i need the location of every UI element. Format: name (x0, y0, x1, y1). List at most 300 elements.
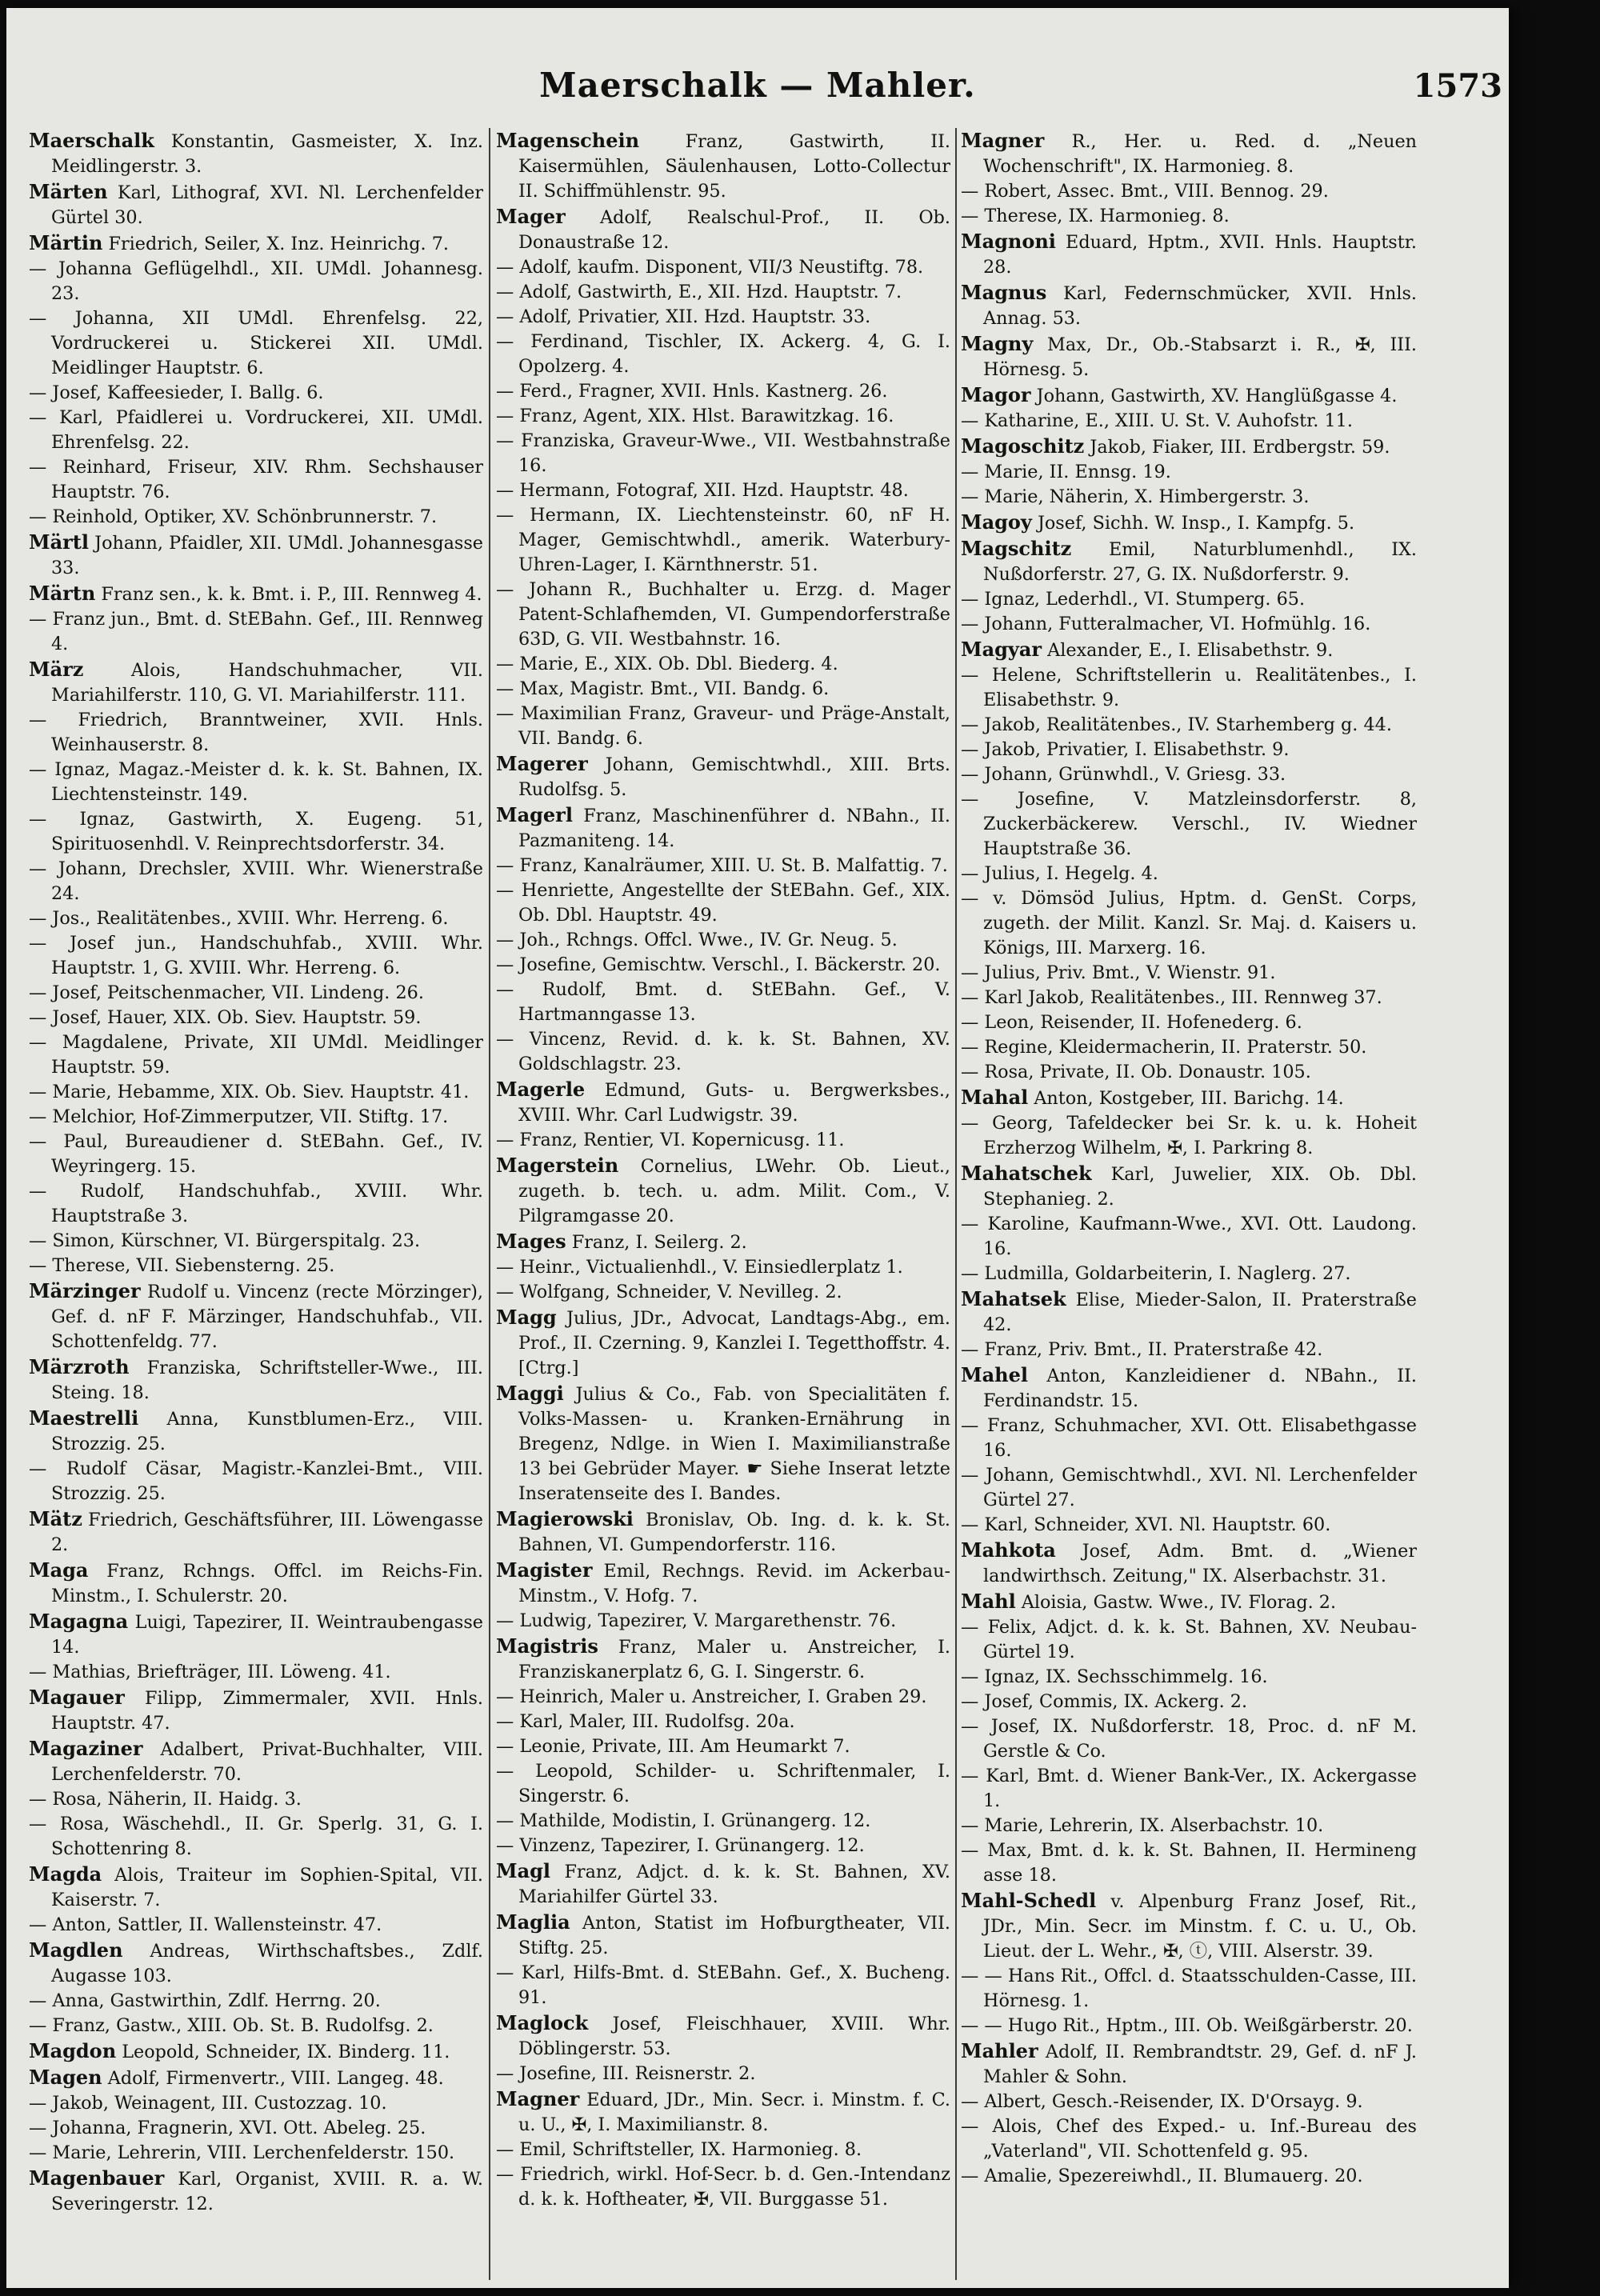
directory-entry (496, 751, 950, 802)
entry-surname: Maerschalk (29, 129, 154, 152)
entry-text: — Jakob, Weinagent, III. Custozzag. 10. (29, 2093, 387, 2114)
directory-entry (496, 1809, 950, 1834)
entry-text: — Josef, Commis, IX. Ackerg. 2. (961, 1691, 1248, 1712)
entry-text: — Ignaz, Gastwirth, X. Eugeng. 51, Spirituosenhdl. V. Reinprechtsdorferstr. 34. (29, 809, 483, 854)
entry-text: — Johanna Geflügelhdl., XII. UMdl. Johannesg. 23. (29, 258, 483, 304)
directory-entry (496, 2162, 950, 2212)
entry-surname: Magdon (29, 2039, 117, 2062)
entry-text: Emil, Rechngs. Revid. im Ackerbau-Minstm., V. Hofg. 7. (518, 1561, 950, 1606)
entry-text: Johann, Pfaidler, XII. UMdl. Johannesgasse 33. (51, 533, 483, 578)
entry-text: — Joh., Rchngs. Offcl. Wwe., IV. Gr. Neug. 5. (496, 930, 898, 950)
directory-entry (496, 1381, 950, 1506)
entry-text: — Franz, Rentier, VI. Kopernicusg. 11. (496, 1130, 845, 1150)
entry-surname: Magl (496, 1859, 551, 1882)
directory-entry (961, 204, 1417, 229)
entry-surname: Maestrelli (29, 1406, 139, 1430)
directory-entry (29, 1278, 483, 1354)
entry-text: — Franz, Agent, XIX. Hlst. Barawitzkag. 16. (496, 406, 894, 426)
entry-text: — Wolfgang, Schneider, V. Nevilleg. 2. (496, 1282, 842, 1302)
entry-text: — Hermann, IX. Liechtensteinstr. 60, nF H. Mager, Gemischtwhdl., amerik. Waterbury-Uhren-Lager, I. Kärnthnerstr. 51. (496, 505, 950, 575)
entry-text: Konstantin, Gasmeister, X. Inz. Meidlingerstr. 3. (51, 131, 483, 177)
directory-entry (496, 1634, 950, 1685)
entry-text: — Max, Magistr. Bmt., VII. Bandg. 6. (496, 678, 830, 699)
directory-entry (961, 331, 1417, 382)
entry-text: — Johanna, Fragnerin, XVI. Ott. Abeleg. 25. (29, 2118, 426, 2138)
directory-entry (961, 587, 1417, 612)
entry-text: — Mathias, Briefträger, III. Löweng. 41. (29, 1662, 391, 1682)
entry-text: — Robert, Assec. Bmt., VIII. Bennog. 29. (961, 181, 1329, 202)
entry-text: — Josef, Hauer, XIX. Ob. Siev. Hauptstr. 59. (29, 1007, 422, 1028)
entry-text: Karl, Juwelier, XIX. Ob. Dbl. Stephanieg. 2. (983, 1164, 1417, 1210)
directory-entry (496, 1305, 950, 1381)
directory-entry (29, 1660, 483, 1685)
entry-text: — — Hugo Rit., Hptm., III. Ob. Weißgärberstr. 20. (961, 2015, 1413, 2036)
directory-entry (29, 1558, 483, 1609)
entry-text: — Anna, Gastwirthin, Zdlf. Herrng. 20. (29, 1990, 381, 2011)
entry-text: — Henriette, Angestellte der StEBahn. Gef., XIX. Ob. Dbl. Hauptstr. 49. (496, 880, 950, 926)
directory-entry (496, 2062, 950, 2086)
entry-text: — Hermann, Fotograf, XII. Hzd. Hauptstr. 48. (496, 480, 909, 501)
entry-surname: Märtn (29, 582, 96, 605)
directory-entry (496, 702, 950, 751)
entry-text: — Ignaz, Lederhdl., VI. Stumperg. 65. (961, 589, 1306, 610)
entry-surname: Magor (961, 383, 1031, 406)
directory-entry (961, 460, 1417, 485)
directory-entry (29, 1938, 483, 1989)
entry-text: Max, Dr., Ob.-Stabsarzt i. R., ✠, III. Hörnesg. 5. (983, 334, 1417, 380)
entry-text: — Johann, Gemischtwhdl., XVI. Nl. Lerchenfelder Gürtel 27. (961, 1465, 1417, 1510)
entry-surname: Mahatschek (961, 1162, 1092, 1185)
directory-entry (496, 280, 950, 305)
entry-surname: März (29, 658, 84, 681)
entry-text: — Karl, Pfaidlerei u. Vordruckerei, XII. UMdl. Ehrenfelsg. 22. (29, 407, 483, 453)
entry-text: Franz, Gastwirth, II. Kaisermühlen, Säulenhausen, Lotto-Collectur II. Schiffmühlenstr. 95. (518, 131, 950, 202)
directory-page (6, 8, 1509, 2288)
directory-entry (29, 128, 483, 179)
directory-entry (496, 1153, 950, 1229)
page-header (6, 66, 1509, 122)
entry-text: Anna, Kunstblumen-Erz., VIII. Strozzig. 25. (51, 1409, 483, 1454)
directory-entry (496, 478, 950, 503)
entry-surname: Mahal (961, 1086, 1029, 1109)
entry-surname: Märtin (29, 231, 103, 254)
entry-surname: Magen (29, 2066, 102, 2089)
directory-entry (961, 787, 1417, 862)
directory-entry (29, 1406, 483, 1457)
entry-text: — Reinhard, Friseur, XIV. Rhm. Sechshauser Hauptstr. 76. (29, 457, 483, 502)
column-1 (29, 128, 483, 2280)
entry-text: — Ferd., Fragner, XVII. Hnls. Kastnerg. 26. (496, 381, 888, 402)
directory-entry (29, 906, 483, 931)
directory-entry (29, 2091, 483, 2116)
directory-entry (961, 1513, 1417, 1538)
entry-text: Franz, Adjct. d. k. k. St. Bahnen, XV. Mariahilfer Gürtel 33. (518, 1862, 950, 1907)
entry-text: — Adolf, kaufm. Disponent, VII/3 Neustiftg. 78. (496, 257, 924, 278)
directory-entry (29, 1229, 483, 1254)
directory-entry (496, 1609, 950, 1634)
entry-text: Rudolf u. Vincenz (recte Mörzinger), Gef. d. nF F. Märzinger, Handschuhfab., VII. Schottenfeldg. 77. (51, 1282, 483, 1352)
entry-text: — Karl, Hilfs-Bmt. d. StEBahn. Gef., X. Bucheng. 91. (496, 1962, 950, 2008)
entry-surname: Mager (496, 205, 566, 228)
directory-entry (961, 1714, 1417, 1764)
directory-entry (961, 510, 1417, 536)
directory-entry (496, 1506, 950, 1558)
entry-text: Adolf, II. Rembrandtstr. 29, Gef. d. nF J. Mahler & Sohn. (983, 2042, 1417, 2087)
entry-text: — Leon, Reisender, II. Hofenederg. 6. (961, 1012, 1302, 1033)
directory-entry (496, 854, 950, 878)
entry-surname: Magerl (496, 803, 573, 826)
entry-surname: Mahler (961, 2039, 1038, 2062)
directory-entry (961, 713, 1417, 738)
directory-entry (496, 1255, 950, 1280)
entry-text: — Vincenz, Revid. d. k. k. St. Bahnen, XV. Goldschlagstr. 23. (496, 1029, 950, 1074)
entry-text: Andreas, Wirthschaftsbes., Zdlf. Augasse 103. (51, 1941, 483, 1986)
entry-text: — Jakob, Realitätenbes., IV. Starhemberg g. 44. (961, 714, 1392, 735)
entry-text: Anton, Kanzleidiener d. NBahn., II. Ferdinandstr. 15. (983, 1366, 1417, 1411)
directory-entry (29, 230, 483, 257)
entry-text: Franz, Rchngs. Offcl. im Reichs-Fin. Minstm., I. Schulerstr. 20. (51, 1561, 483, 1606)
entry-text: Karl, Organist, XVIII. R. a. W. Severingerstr. 12. (51, 2169, 483, 2214)
directory-entry (496, 652, 950, 677)
entry-text: Eduard, Hptm., XVII. Hnls. Hauptstr. 28. (983, 232, 1417, 278)
entry-surname: Magagna (29, 1610, 129, 1633)
directory-entry (29, 1506, 483, 1558)
entry-text: — Marie, Hebamme, XIX. Ob. Siev. Hauptstr. 41. (29, 1082, 470, 1102)
entry-text: Josef, Fleischhauer, XVIII. Whr. Döblingerstr. 53. (518, 2014, 950, 2059)
entry-surname: Mahl (961, 1590, 1016, 1613)
directory-entry (29, 607, 483, 657)
entry-text: v. Alpenburg Franz Josef, Rit., JDr., Min. Secr. im Minstm. f. C. u. U., Ob. Lieut. der L. Wehr., ✠, ⓣ, VIII. Alserstr. 39. (983, 1891, 1417, 1962)
directory-entry (29, 1812, 483, 1862)
entry-surname: Mahel (961, 1363, 1028, 1386)
entry-text: — Julius, Priv. Bmt., V. Wienstr. 91. (961, 962, 1276, 983)
directory-entry (961, 1888, 1417, 1964)
directory-entry (496, 255, 950, 280)
entry-text: Anton, Statist im Hofburgtheater, VII. Stiftg. 25. (518, 1913, 950, 1958)
entry-text: Karl, Lithograf, XVI. Nl. Lerchenfelder Gürtel 30. (51, 182, 483, 228)
entry-text: Bronislav, Ob. Ing. d. k. k. St. Bahnen, VI. Gumpendorferstr. 116. (518, 1510, 950, 1555)
directory-entry (961, 1814, 1417, 1838)
directory-entry (29, 1105, 483, 1130)
entry-surname: Magdlen (29, 1938, 123, 1962)
entry-surname: Mahl-Schedl (961, 1889, 1097, 1912)
directory-entry (961, 612, 1417, 637)
entry-text: Friedrich, Seiler, X. Inz. Heinrichg. 7. (102, 234, 449, 254)
entry-text: Alois, Handschuhmacher, VII. Mariahilferstr. 110, G. VI. Mariahilferstr. 111. (51, 660, 483, 706)
directory-entry (496, 1961, 950, 2010)
entry-text: — Jos., Realitätenbes., XVIII. Whr. Herreng. 6. (29, 908, 449, 929)
entry-text: — Marie, E., XIX. Ob. Dbl. Biederg. 4. (496, 654, 838, 674)
entry-surname: Magny (961, 332, 1034, 355)
directory-entry (29, 179, 483, 230)
directory-entry (29, 1989, 483, 2014)
directory-entry (961, 280, 1417, 331)
entry-text: — Johann, Grünwhdl., V. Griesg. 33. (961, 764, 1286, 785)
entry-surname: Mahatsek (961, 1287, 1066, 1310)
entry-text: — Leopold, Schilder- u. Schriftenmaler, I. Singerstr. 6. (496, 1761, 950, 1806)
entry-text: — Johanna, XII UMdl. Ehrenfelsg. 22, Vordruckerei u. Stickerei XII. UMdl. Meidlinger Hauptstr. 6. (29, 308, 483, 378)
entry-surname: Magnus (961, 281, 1047, 304)
entry-text: — Georg, Tafeldecker bei Sr. k. u. k. Hoheit Erzherzog Wilhelm, ✠, I. Parkring 8. (961, 1113, 1417, 1158)
directory-entry (496, 1077, 950, 1128)
entry-surname: Magyar (961, 638, 1042, 661)
directory-entry (496, 2138, 950, 2162)
directory-entry (496, 379, 950, 404)
entry-text: — Karl Jakob, Realitätenbes., III. Rennweg 37. (961, 987, 1382, 1008)
entry-surname: Mahkota (961, 1538, 1056, 1562)
directory-entry (29, 1913, 483, 1938)
directory-entry (961, 1665, 1417, 1690)
directory-entry (961, 1764, 1417, 1814)
directory-entry (29, 1457, 483, 1506)
directory-entry (496, 2010, 950, 2062)
entry-text: Alexander, E., I. Elisabethstr. 9. (1042, 640, 1334, 661)
entry-text: — Mathilde, Modistin, I. Grünangerg. 12. (496, 1810, 871, 1831)
entry-surname: Magschitz (961, 537, 1072, 560)
entry-text: — Max, Bmt. d. k. k. St. Bahnen, II. Hermineng asse 18. (961, 1840, 1417, 1886)
directory-entry (29, 1862, 483, 1913)
entry-text: — Karl, Schneider, XVI. Nl. Hauptstr. 60. (961, 1514, 1331, 1535)
directory-entry (29, 1609, 483, 1660)
directory-entry (496, 1858, 950, 1910)
directory-entry (496, 204, 950, 255)
directory-entry (29, 708, 483, 758)
directory-entry (961, 485, 1417, 510)
directory-entry (961, 862, 1417, 886)
entry-text: Franz, Maler u. Anstreicher, I. Franziskanerplatz 6, G. I. Singerstr. 6. (518, 1637, 950, 1682)
entry-text: Filipp, Zimmermaler, XVII. Hnls. Hauptstr. 47. (51, 1688, 483, 1734)
entry-surname: Märzinger (29, 1279, 141, 1302)
entry-text: Adolf, Firmenvertr., VIII. Langeg. 48. (102, 2068, 444, 2089)
entry-text: Franz, I. Seilerg. 2. (566, 1232, 747, 1253)
directory-entry (496, 1558, 950, 1609)
directory-entry (961, 1010, 1417, 1035)
directory-entry (496, 330, 950, 379)
directory-entry (496, 1759, 950, 1809)
column-2 (496, 128, 950, 2280)
entry-text: — Rosa, Private, II. Ob. Donaustr. 105. (961, 1062, 1311, 1082)
entry-text: — Reinhold, Optiker, XV. Schönbrunnerstr. 7. (29, 506, 438, 527)
directory-entry (496, 928, 950, 953)
directory-entry (29, 981, 483, 1006)
directory-entry (961, 1690, 1417, 1714)
directory-entry (29, 1354, 483, 1406)
directory-entry (29, 381, 483, 406)
entry-surname: Magenschein (496, 129, 640, 152)
entry-text: — Karoline, Kaufmann-Wwe., XVI. Ott. Laudong. 16. (961, 1214, 1417, 1259)
entry-text: Franz, Maschinenführer d. NBahn., II. Pazmaniteng. 14. (518, 806, 950, 851)
entry-surname: Magner (961, 129, 1045, 152)
entry-text: — Ferdinand, Tischler, IX. Ackerg. 4, G. I. Opolzerg. 4. (496, 331, 950, 377)
entry-text: — Anton, Sattler, II. Wallensteinstr. 47. (29, 1914, 382, 1935)
directory-entry (961, 1964, 1417, 2014)
entry-text: — Therese, VII. Siebensterng. 25. (29, 1255, 335, 1276)
entry-text: — Alois, Chef des Exped.- u. Inf.-Bureau des „Vaterland", VII. Schottenfeld g. 95. (961, 2116, 1417, 2162)
directory-entry (29, 581, 483, 607)
entry-text: — Albert, Gesch.-Reisender, IX. D'Orsayg. 9. (961, 2091, 1363, 2112)
running-head: Maerschalk — Mahler. (539, 66, 976, 105)
directory-entry (496, 1710, 950, 1734)
entry-text: Johann, Gastwirth, XV. Hanglüßgasse 4. (1030, 386, 1398, 406)
directory-entry (961, 1338, 1417, 1362)
directory-entry (496, 1027, 950, 1077)
directory-entry (961, 1615, 1417, 1665)
directory-entry (961, 1538, 1417, 1589)
entry-text: — Friedrich, wirkl. Hof-Secr. b. d. Gen.-Intendanz d. k. k. Hoftheater, ✠, VII. Burggasse 51. (496, 2164, 950, 2210)
directory-entry (961, 2014, 1417, 2038)
directory-entry (961, 663, 1417, 713)
directory-entry (29, 1254, 483, 1278)
entry-surname: Mages (496, 1230, 566, 1253)
entry-text: — Marie, Lehrerin, IX. Alserbachstr. 10. (961, 1815, 1324, 1836)
directory-entry (961, 1060, 1417, 1085)
entry-text: — Jakob, Privatier, I. Elisabethstr. 9. (961, 739, 1290, 760)
directory-entry (961, 1085, 1417, 1111)
directory-entry (29, 1179, 483, 1229)
page-number: 1573 (1413, 67, 1502, 105)
directory-entry (29, 2038, 483, 2065)
entry-text: — Melchior, Hof-Zimmerputzer, VII. Stiftg. 17. (29, 1106, 449, 1127)
directory-entry (961, 986, 1417, 1010)
entry-text: Leopold, Schneider, IX. Binderg. 11. (116, 2042, 450, 2062)
entry-text: — Amalie, Spezereiwhdl., II. Blumauerg. 20. (961, 2166, 1363, 2186)
entry-surname: Magerstein (496, 1154, 619, 1177)
entry-text: — Franz, Priv. Bmt., II. Praterstraße 42. (961, 1339, 1323, 1360)
entry-text: — Marie, Lehrerin, VIII. Lerchenfelderstr. 150. (29, 2142, 455, 2163)
entry-surname: Magoschitz (961, 434, 1085, 458)
directory-entry (961, 434, 1417, 460)
directory-entry (496, 1910, 950, 1961)
directory-entry (496, 1834, 950, 1858)
directory-entry (961, 2164, 1417, 2189)
entry-text: — Josef jun., Handschuhfab., XVIII. Whr. Hauptstr. 1, G. XVIII. Whr. Herreng. 6. (29, 933, 483, 978)
entry-text: Karl, Federnschmücker, XVII. Hnls. Annag. 53. (983, 283, 1417, 329)
directory-entry (961, 1035, 1417, 1060)
entry-text: Eduard, JDr., Min. Secr. i. Minstm. f. C. u. U., ✠, I. Maximilianstr. 8. (518, 2090, 950, 2135)
entry-text: — Marie, II. Ennsg. 19. (961, 462, 1171, 482)
entry-text: Friedrich, Geschäftsführer, III. Löwengasse 2. (51, 1510, 483, 1555)
entry-text: — Felix, Adjct. d. k. k. St. Bahnen, XV. Neubau-Gürtel 19. (961, 1617, 1417, 1662)
directory-entry (961, 409, 1417, 434)
entry-text: — Regine, Kleidermacherin, II. Praterstr. 50. (961, 1037, 1367, 1058)
directory-entry (961, 1414, 1417, 1463)
entry-text: Alois, Traiteur im Sophien-Spital, VII. Kaiserstr. 7. (51, 1865, 483, 1910)
entry-text: — Adolf, Gastwirth, E., XII. Hzd. Hauptstr. 7. (496, 282, 902, 302)
directory-entry (961, 762, 1417, 787)
entry-text: — Josefine, Gemischtw. Verschl., I. Bäckerstr. 20. (496, 954, 941, 975)
directory-entry (496, 978, 950, 1027)
directory-entry (961, 1212, 1417, 1262)
entry-text: — Josef, IX. Nußdorferstr. 18, Proc. d. nF M. Gerstle & Co. (961, 1716, 1417, 1762)
entry-text: — Josef, Peitschenmacher, VII. Lindeng. 26. (29, 982, 424, 1003)
directory-entry (961, 961, 1417, 986)
entry-text: Julius, JDr., Advocat, Landtags-Abg., em. Prof., II. Czerning. 9, Kanzlei I. Tegetthoffstr. 4. [Ctrg.] (518, 1308, 950, 1378)
directory-entry (29, 2116, 483, 2141)
directory-entry (961, 179, 1417, 204)
entry-text: Franz sen., k. k. Bmt. i. P., III. Rennweg 4. (95, 584, 482, 605)
directory-entry (961, 2114, 1417, 2164)
directory-entry (496, 677, 950, 702)
directory-entry (496, 1128, 950, 1153)
directory-entry (29, 1130, 483, 1179)
entry-text: — Rudolf Cäsar, Magistr.-Kanzlei-Bmt., VIII. Strozzig. 25. (29, 1458, 483, 1504)
entry-surname: Magierowski (496, 1507, 634, 1530)
entry-text: — Ludwig, Tapezirer, V. Margarethenstr. 76. (496, 1610, 897, 1631)
entry-text: — Rudolf, Bmt. d. StEBahn. Gef., V. Hartmanngasse 13. (496, 979, 950, 1025)
entry-text: — Franz, Gastw., XIII. Ob. St. B. Rudolfsg. 2. (29, 2015, 434, 2036)
directory-entry (29, 657, 483, 708)
entry-text: — Josefine, III. Reisnerstr. 2. (496, 2063, 756, 2084)
directory-entry (496, 128, 950, 204)
directory-entry (496, 503, 950, 578)
entry-text: — Friedrich, Branntweiner, XVII. Hnls. Weinhauserstr. 8. (29, 710, 483, 755)
directory-entry (496, 578, 950, 652)
directory-entry (29, 807, 483, 857)
directory-entry (961, 637, 1417, 663)
directory-entry (29, 1685, 483, 1736)
entry-text: Adalbert, Privat-Buchhalter, VIII. Lerchenfelderstr. 70. (51, 1739, 483, 1785)
directory-entry (496, 1280, 950, 1305)
entry-text: — Josef, Kaffeesieder, I. Ballg. 6. (29, 382, 324, 403)
entry-surname: Magerer (496, 752, 588, 775)
entry-surname: Magnoni (961, 230, 1056, 253)
entry-text: — Julius, I. Hegelg. 4. (961, 863, 1158, 884)
entry-text: Adolf, Realschul-Prof., II. Ob. Donaustraße 12. (518, 207, 950, 253)
entry-surname: Maga (29, 1558, 89, 1582)
directory-entry (496, 1229, 950, 1255)
directory-entry (961, 1589, 1417, 1615)
entry-text: Johann, Gemischtwhdl., XIII. Brts. Rudolfsg. 5. (518, 754, 950, 800)
directory-entry (29, 2166, 483, 2217)
column-divider (955, 128, 957, 2280)
entry-text: Luigi, Tapezirer, II. Weintraubengasse 14. (51, 1612, 483, 1658)
directory-entry (961, 1286, 1417, 1338)
entry-surname: Märtl (29, 530, 89, 554)
directory-entry (29, 931, 483, 981)
entry-surname: Märzroth (29, 1355, 130, 1378)
entry-surname: Magerle (496, 1078, 586, 1101)
entry-text: — Heinr., Victualienhdl., V. Einsiedlerplatz 1. (496, 1257, 903, 1278)
entry-text: — Josefine, V. Matzleinsdorferstr. 8, Zuckerbäckerew. Verschl., IV. Wiedner Hauptstraße 36. (961, 789, 1417, 859)
entry-text: — Johann, Futteralmacher, VI. Hofmühlg. 16. (961, 614, 1371, 634)
directory-entry (29, 530, 483, 581)
directory-entry (961, 1362, 1417, 1414)
column-3 (961, 128, 1417, 2280)
entry-text: R., Her. u. Red. d. „Neuen Wochenschrift", IX. Harmonieg. 8. (983, 131, 1417, 177)
directory-entry (29, 455, 483, 505)
directory-entry (29, 406, 483, 455)
entry-surname: Maggi (496, 1382, 564, 1405)
entry-text: Edmund, Guts- u. Bergwerksbes., XVIII. Whr. Carl Ludwigstr. 39. (518, 1080, 950, 1126)
entry-text: — Johann R., Buchhalter u. Erzg. d. Mager Patent-Schlafhemden, VI. Gumpendorferstraße 63D, G. VII. Westbahnstr. 16. (496, 579, 950, 650)
entry-text: Emil, Naturblumenhdl., IX. Nußdorferstr. 27, G. IX. Nußdorferstr. 9. (983, 539, 1417, 585)
directory-entry (496, 878, 950, 928)
directory-entry (29, 2141, 483, 2166)
directory-entry (29, 1030, 483, 1080)
directory-entry (496, 802, 950, 854)
entry-surname: Märten (29, 180, 108, 203)
entry-text: — Rosa, Wäschehdl., II. Gr. Sperlg. 31, G. I. Schottenring 8. (29, 1814, 483, 1859)
entry-text: — Maximilian Franz, Graveur- und Präge-Anstalt, VII. Bandg. 6. (496, 703, 950, 749)
directory-entry (29, 257, 483, 306)
directory-entry (29, 1787, 483, 1812)
directory-entry (496, 404, 950, 429)
entry-surname: Magg (496, 1306, 557, 1329)
entry-text: — Ludmilla, Goldarbeiterin, I. Naglerg. 27. (961, 1263, 1351, 1284)
entry-text: — Rudolf, Handschuhfab., XVIII. Whr. Hauptstraße 3. (29, 1181, 483, 1226)
entry-text: Josef, Adm. Bmt. d. „Wiener landwirthsch. Zeitung," IX. Alserbachstr. 31. (983, 1541, 1417, 1586)
directory-entry (29, 1006, 483, 1030)
